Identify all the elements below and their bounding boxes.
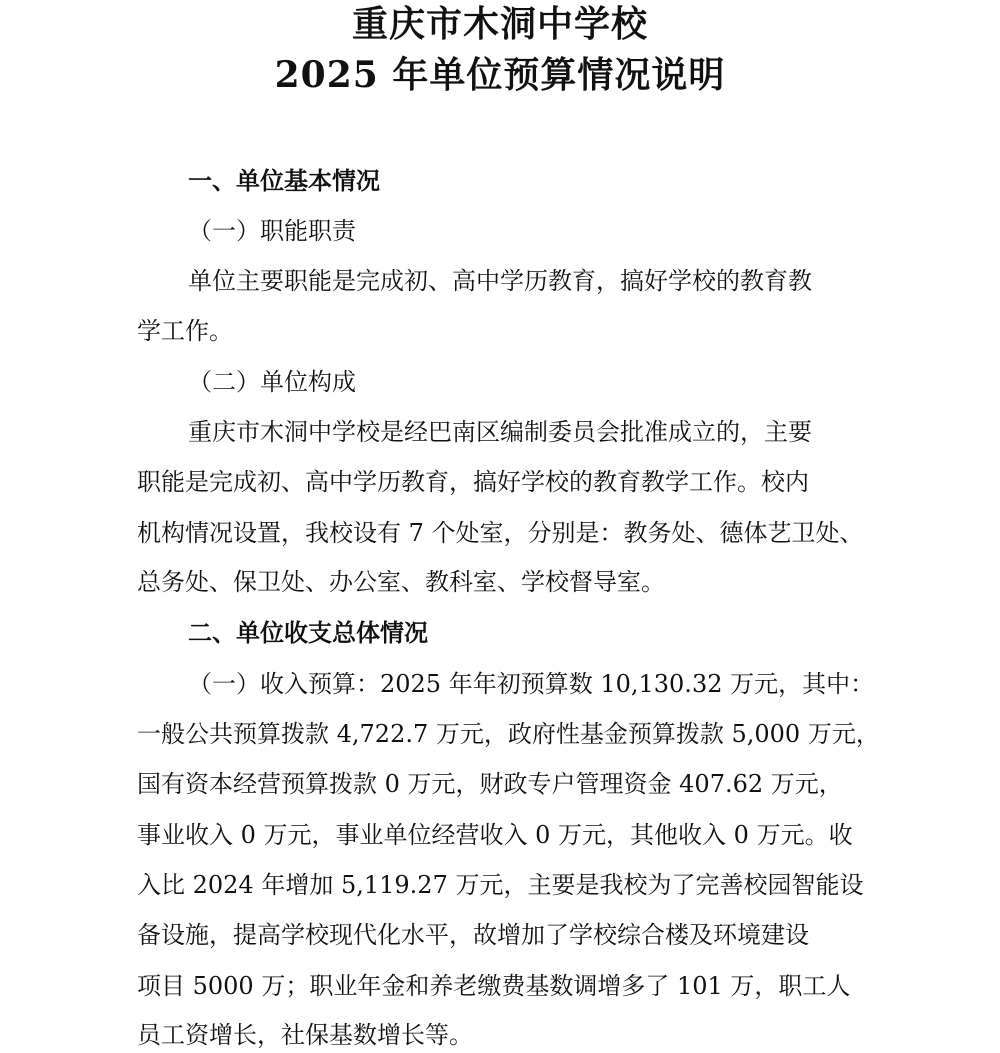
paragraph-line: （一）收入预算：2025 年年初预算数 10,130.32 万元，其中： — [188, 670, 875, 698]
paragraph-line: 备设施，提高学校现代化水平，故增加了学校综合楼及环境建设 — [137, 921, 809, 949]
document-title-line1: 重庆市木洞中学校 — [351, 3, 648, 45]
section1-sub1-heading: （一）职能职责 — [188, 217, 356, 245]
paragraph-line: 学工作。 — [137, 317, 233, 345]
paragraph-line: 机构情况设置，我校设有 7 个处室，分别是：教务处、德体艺卫处、 — [137, 519, 864, 547]
paragraph-line: 单位主要职能是完成初、高中学历教育，搞好学校的教育教 — [188, 267, 812, 295]
document-title-line2: 2025 年单位预算情况说明 — [274, 54, 726, 96]
paragraph-line: 重庆市木洞中学校是经巴南区编制委员会批准成立的，主要 — [188, 418, 812, 446]
paragraph-line: 事业收入 0 万元，事业单位经营收入 0 万元，其他收入 0 万元。收 — [137, 821, 853, 849]
section2-heading: 二、单位收支总体情况 — [188, 618, 428, 647]
section1-sub2-heading: （二）单位构成 — [188, 368, 356, 396]
paragraph-line: 项目 5000 万；职业年金和养老缴费基数调增多了 101 万，职工人 — [137, 972, 851, 1000]
paragraph-line: 国有资本经营预算拨款 0 万元，财政专户管理资金 407.62 万元， — [137, 770, 843, 798]
paragraph-line: 总务处、保卫处、办公室、教科室、学校督导室。 — [137, 568, 665, 596]
paragraph-line: 一般公共预算拨款 4,722.7 万元，政府性基金预算拨款 5,000 万元， — [137, 720, 880, 748]
section1-heading: 一、单位基本情况 — [188, 166, 380, 195]
paragraph-line: 入比 2024 年增加 5,119.27 万元，主要是我校为了完善校园智能设 — [137, 871, 864, 899]
paragraph-line: 员工资增长，社保基数增长等。 — [137, 1021, 473, 1049]
paragraph-line: 职能是完成初、高中学历教育，搞好学校的教育教学工作。校内 — [137, 468, 809, 496]
